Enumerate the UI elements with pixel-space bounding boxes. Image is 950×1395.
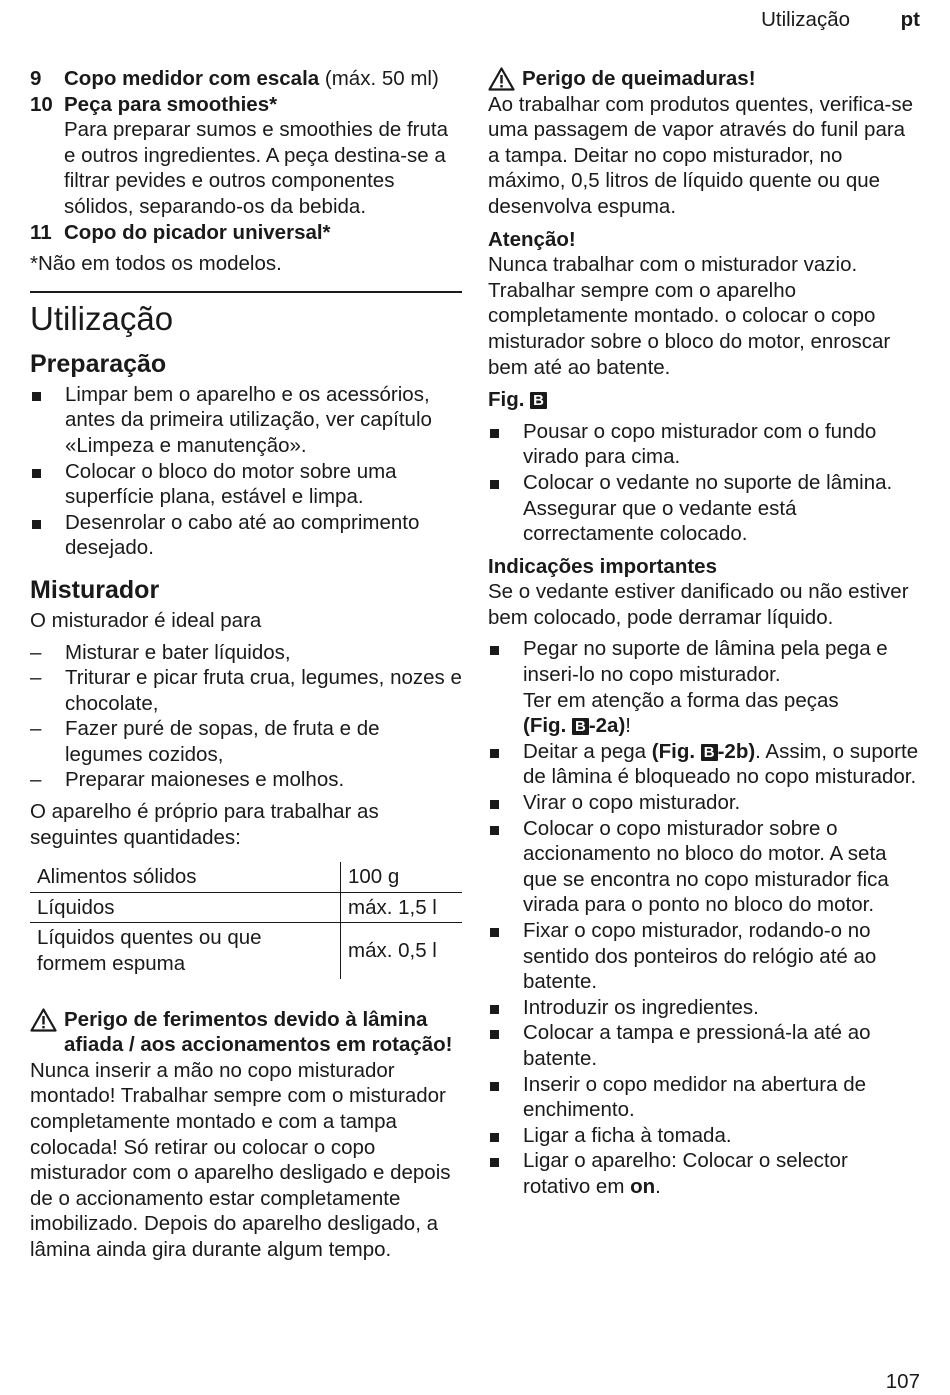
steps-list-b [488,636,920,1199]
right-column [488,66,920,1200]
warning-icon [488,67,515,91]
step-item: Ligar a ficha à tomada. [488,1123,920,1149]
table-row [30,923,462,979]
figure-ref-text: (Fig. [651,739,701,763]
step-text: ! [625,714,631,738]
figure-box-label: B [572,718,589,735]
blade-warning-title-text: Perigo de ferimentos devido à lâmina afiada / aos accionamentos em rotação! [64,1007,453,1057]
preparation-list [30,382,462,561]
step-item: Colocar o copo misturador sobre o accionamento no bloco do motor. A seta que se encontra no copo misturador fica virada para o ponto no bloco do motor. [488,816,920,918]
blender-use-item: – Triturar e picar fruta crua, legumes, nozes e chocolate, [30,665,462,716]
figure-ref-text: -2a) [588,714,626,738]
step-item: Virar o copo misturador. [488,790,920,816]
part-number: 11 [30,220,52,244]
important-text: Se o vedante estiver danificado ou não estiver bem colocado, pode derramar líquido. [488,580,909,629]
blender-use-item: – Misturar e bater líquidos, [30,640,462,666]
step-text: Pegar no suporte de lâmina pela pega e inseri-lo no copo misturador. [523,637,888,687]
step-text: Deitar a pega [523,739,652,763]
part-number: 9 [30,67,42,90]
step-item [488,636,920,738]
steps-list-a [488,419,920,547]
part-spec: (máx. 50 ml) [319,67,439,90]
section-title: Utilização [30,299,174,337]
figure-ref-text: (Fig. [523,714,572,738]
table-row [30,862,462,892]
figure-box-label: B [701,744,718,761]
burn-warning-title [488,66,920,92]
step-item [488,739,920,790]
step-text: Ligar o aparelho: Colocar o selector rotativo em [523,1149,848,1198]
step-item: Inserir o copo medidor na abertura de enchimento. [488,1072,920,1123]
figure-box-label: B [530,392,547,409]
blade-warning-title [30,1007,462,1058]
part-name: Copo medidor com escala [64,67,320,90]
step-item: Introduzir os ingredientes. [488,995,920,1021]
blender-use-item: – Preparar maioneses e molhos. [30,767,462,793]
burn-warning-title-text: Perigo de queimaduras! [522,67,756,90]
quantity-intro: O aparelho é próprio para trabalhar as seguintes quantidades: [30,800,379,849]
important-title: Indicações importantes [488,554,717,578]
step-item: Colocar a tampa e pressioná-la até ao batente. [488,1020,920,1071]
part-name: Copo do picador universal* [64,220,331,244]
step-keyword: on [630,1174,656,1198]
part-name: Peça para smoothies* [64,92,278,116]
header-section-title: Utilização [761,8,850,31]
left-column [30,66,462,1263]
blender-heading: Misturador [30,575,160,604]
table-cell-amount: máx. 0,5 l [341,923,463,979]
attention-text: Nunca trabalhar com o misturador vazio. Trabalhar sempre com o aparelho completamente montado. o colocar o copo misturador sobre o bloco do motor, enroscar bem até ao batente. [488,253,891,379]
parts-list-item [30,220,462,246]
warning-icon [30,1008,57,1032]
table-row [30,892,462,923]
step-text: . Assim, o suporte de lâmina é bloqueado no copo misturador. [523,739,919,789]
part-description: Para preparar sumos e smoothies de fruta e outros ingredientes. A peça destina-se a filtrar pevides e outros componentes sólidos, separando-os da bebida. [64,118,448,218]
step-text: Ter em atenção a forma das peças [523,688,839,712]
step-item: Colocar o vedante no suporte de lâmina. Assegurar que o vedante está correctamente colocado. [488,470,920,547]
figure-label: Fig. [488,388,525,412]
table-cell-amount: máx. 1,5 l [341,892,463,923]
blender-intro: O misturador é ideal para [30,608,262,632]
table-cell-item: Líquidos quentes ou que formem espuma [30,923,341,979]
figure-reference [488,387,920,413]
table-cell-item: Alimentos sólidos [30,862,341,892]
preparation-item: Limpar bem o aparelho e os acessórios, antes da primeira utilização, ver capítulo «Limpeza e manutenção». [30,382,462,459]
preparation-item: Desenrolar o cabo até ao comprimento desejado. [30,510,462,561]
footnote: *Não em todos os modelos. [30,252,282,276]
quantity-table [30,862,462,978]
step-item [488,1148,920,1199]
figure-ref-text: -2b) [717,739,756,763]
parts-list-item [30,66,462,92]
part-number: 10 [30,92,53,116]
attention-title: Atenção! [488,227,576,251]
blender-use-item: – Fazer puré de sopas, de fruta e de legumes cozidos, [30,716,462,767]
preparation-heading: Preparação [30,349,167,378]
blade-warning-text: Nunca inserir a mão no copo misturador montado! Trabalhar sempre com o misturador completamente montado e com a tampa colocada! Só retirar ou colocar o copo misturador com o aparelho desligado e depois de o accionamento estar completamente imobilizado. Depois do aparelho desligado, a lâmina ainda gira durante algum tempo. [30,1058,451,1261]
table-cell-amount: 100 g [348,865,400,889]
table-cell-item: Líquidos [30,892,341,923]
page-number: 107 [885,1370,920,1393]
section-divider [30,291,462,293]
step-text: . [655,1174,661,1198]
step-item: Pousar o copo misturador com o fundo virado para cima. [488,419,920,470]
parts-list-item [30,92,462,220]
header-language-code: pt [900,8,920,31]
burn-warning-text: Ao trabalhar com produtos quentes, verifica-se uma passagem de vapor através do funil para a tampa. Deitar no copo misturador, no máximo, 0,5 litros de líquido quente ou que desenvolva espuma. [488,92,914,218]
step-item: Fixar o copo misturador, rodando-o no sentido dos ponteiros do relógio até ao batente. [488,918,920,995]
preparation-item: Colocar o bloco do motor sobre uma superfície plana, estável e limpa. [30,459,462,510]
blender-uses-list [30,640,462,794]
